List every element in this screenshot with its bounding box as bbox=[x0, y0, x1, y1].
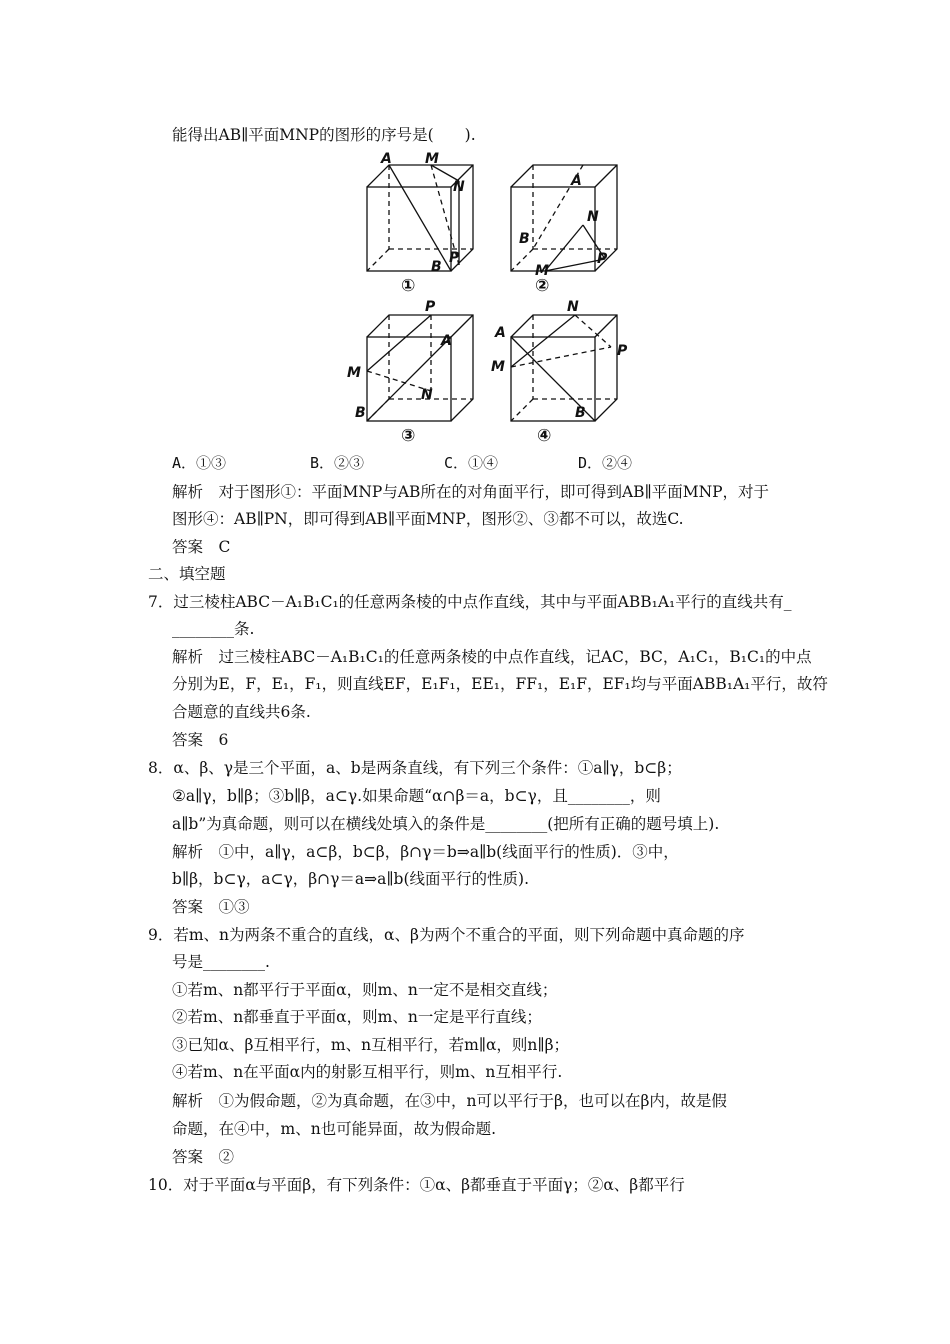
fig1-label-b: B bbox=[431, 259, 442, 275]
fig4-label-b: B bbox=[575, 405, 586, 421]
fig3-label-b: B bbox=[355, 405, 366, 421]
q7-analysis-line-1: 解析 过三棱柱ABC－A₁B₁C₁的任意两条棱的中点作直线，记AC，BC，A₁C₁，B₁C₁的中点 bbox=[172, 648, 812, 666]
fig4-label-n: N bbox=[567, 299, 579, 315]
q10-line-1: 10．对于平面α与平面β，有下列条件：①α、β都垂直于平面γ；②α、β都平行 bbox=[148, 1176, 685, 1194]
q8-line-3: a∥b”为真命题，则可以在横线处填入的条件是________(把所有正确的题号填上). bbox=[172, 815, 720, 833]
fig2-number: ② bbox=[535, 276, 550, 296]
fig2-label-p: P bbox=[597, 251, 608, 267]
cube-figures bbox=[347, 145, 645, 446]
fig2-label-m: M bbox=[535, 263, 549, 279]
q7-analysis-line-3: 合题意的直线共6条. bbox=[172, 703, 311, 721]
fig3-label-m: M bbox=[347, 365, 361, 381]
q6-analysis-line-1: 解析 对于图形①：平面MNP与AB所在的对角面平行，即可得到AB∥平面MNP，对于 bbox=[172, 483, 770, 501]
q6-analysis-line-2: 图形④：AB∥PN，即可得到AB∥平面MNP，图形②、③都不可以，故选C. bbox=[172, 510, 684, 528]
q7-analysis-line-2: 分别为E，F，E₁，F₁，则直线EF，E₁F₁，EE₁，FF₁，E₁F，EF₁均与平面ABB₁A₁平行，故符 bbox=[172, 675, 828, 693]
question-6-tail: 能得出AB∥平面MNP的图形的序号是( ). bbox=[172, 126, 476, 144]
fig3-number: ③ bbox=[401, 426, 416, 446]
option-d: D．②④ bbox=[578, 454, 633, 472]
q7-line-1: 7．过三棱柱ABC－A₁B₁C₁的任意两条棱的中点作直线，其中与平面ABB₁A₁平行的直线共有_ bbox=[148, 593, 792, 611]
q9-item-1: ①若m、n都平行于平面α，则m、n一定不是相交直线； bbox=[172, 981, 558, 999]
fig4-label-m: M bbox=[491, 359, 505, 375]
fig3-label-a: A bbox=[441, 333, 452, 349]
fig3-label-n: N bbox=[421, 387, 433, 403]
q9-line-2: 号是________. bbox=[172, 953, 270, 971]
option-a: A．①③ bbox=[172, 454, 227, 472]
q9-item-3: ③已知α、β互相平行，m、n互相平行，若m∥α，则n∥β； bbox=[172, 1036, 570, 1054]
option-c: C．①④ bbox=[444, 454, 499, 472]
fig2-label-n: N bbox=[587, 209, 599, 225]
q9-item-4: ④若m、n在平面α内的射影互相平行，则m、n互相平行. bbox=[172, 1063, 563, 1081]
q9-item-2: ②若m、n都垂直于平面α，则m、n一定是平行直线； bbox=[172, 1008, 542, 1026]
fig4-label-a: A bbox=[495, 325, 506, 341]
section-heading: 二、填空题 bbox=[148, 565, 226, 583]
fig1-label-p: P bbox=[449, 250, 460, 266]
fig4-label-p: P bbox=[617, 343, 628, 359]
cube-figures-svg bbox=[347, 145, 645, 446]
fig3-label-p: P bbox=[425, 299, 436, 315]
q9-analysis-line-2: 命题，在④中，m、n也可能异面，故为假命题. bbox=[172, 1120, 497, 1138]
q7-line-2: ________条. bbox=[172, 620, 255, 638]
q8-line-2: ②a∥γ，b∥β；③b∥β，a⊂γ.如果命题“α∩β＝a，b⊂γ，且________，则 bbox=[172, 787, 661, 805]
q7-answer: 答案 6 bbox=[172, 731, 229, 749]
fig1-label-n: N bbox=[453, 179, 465, 195]
q8-answer: 答案 ①③ bbox=[172, 898, 250, 916]
q9-analysis-line-1: 解析 ①为假命题，②为真命题，在③中，n可以平行于β，也可以在β内，故是假 bbox=[172, 1092, 727, 1110]
option-b: B．②③ bbox=[310, 454, 365, 472]
fig2-label-b: B bbox=[519, 231, 530, 247]
q8-line-1: 8．α、β、γ是三个平面，a、b是两条直线，有下列三个条件：①a∥γ，b⊂β； bbox=[148, 759, 682, 777]
q6-answer: 答案 C bbox=[172, 538, 231, 556]
fig1-label-a: A bbox=[381, 151, 392, 167]
q8-analysis-line-1: 解析 ①中，a∥γ，a⊂β，b⊂β，β∩γ＝b⇒a∥b(线面平行的性质)．③中， bbox=[172, 843, 679, 861]
q8-analysis-line-2: b∥β，b⊂γ，a⊂γ，β∩γ＝a⇒a∥b(线面平行的性质). bbox=[172, 870, 529, 888]
fig2-label-a: A bbox=[571, 173, 582, 189]
fig1-number: ① bbox=[401, 276, 416, 296]
fig4-number: ④ bbox=[537, 426, 552, 446]
q9-answer: 答案 ② bbox=[172, 1148, 235, 1166]
fig1-label-m: M bbox=[425, 151, 439, 167]
q9-line-1: 9．若m、n为两条不重合的直线，α、β为两个不重合的平面，则下列命题中真命题的序 bbox=[148, 926, 745, 944]
